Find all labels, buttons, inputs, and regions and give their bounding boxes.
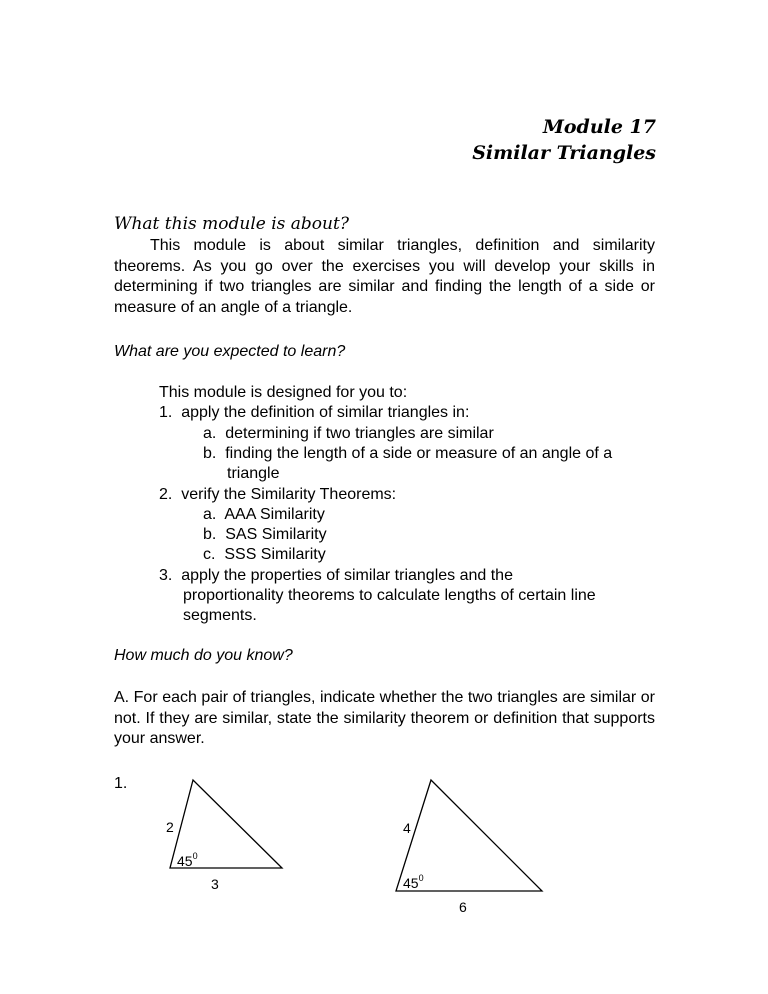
module-number: Module 17 [542,116,656,138]
objective-text: SSS Similarity [224,546,326,563]
module-title: Similar Triangles [472,142,656,164]
about-paragraph: This module is about similar triangles, definition and similarity theorems. As you go over the exercises you will develop your skills in determining if two triangles are similar and finding the length of a side or measure of an angle of a triangle. [114,237,655,316]
objective-text: finding the length of a side or measure of an angle of a [225,445,613,462]
triangle-2-angle-label: $45^0$ [403,873,424,891]
objective-text: AAA Similarity [224,506,325,523]
objective-text: verify the Similarity Theorems: [181,486,397,503]
objective-letter: a. [203,506,217,523]
problem-number: 1. [114,775,128,792]
objective-3-cont: proportionality theorems to calculate lengths of certain line [183,587,596,604]
learn-intro: This module is designed for you to: [159,384,408,401]
know-heading: How much do you know? [114,647,293,664]
objective-letter: a. [203,425,217,442]
objective-text: apply the definition of similar triangles in: [181,404,470,421]
objective-1b-cont: triangle [227,465,280,482]
objective-letter: b. [203,526,217,543]
triangle-2-side-label: 4 [403,820,411,836]
objective-number: 3. [159,567,173,584]
objective-text: apply the properties of similar triangles and the [181,567,513,584]
objective-number: 1. [159,404,173,421]
triangle-2-base-label: 6 [459,899,467,915]
objective-letter: c. [203,546,216,563]
triangle-1-side-label: 2 [166,819,174,835]
objective-text: SAS Similarity [225,526,327,543]
objective-letter: b. [203,445,217,462]
objective-3-cont: segments. [183,607,257,624]
objective-text: determining if two triangles are similar [225,425,494,442]
about-heading: What this module is about? [114,214,349,234]
triangle-1-angle-label: $45^0$ [177,851,198,869]
triangle-1-base-label: 3 [211,876,219,892]
objective-number: 2. [159,486,173,503]
learn-heading: What are you expected to learn? [114,343,346,360]
know-instructions: A. For each pair of triangles, indicate whether the two triangles are similar or not. If they are similar, state the similarity theorem or definition that supports your answer. [114,689,655,747]
